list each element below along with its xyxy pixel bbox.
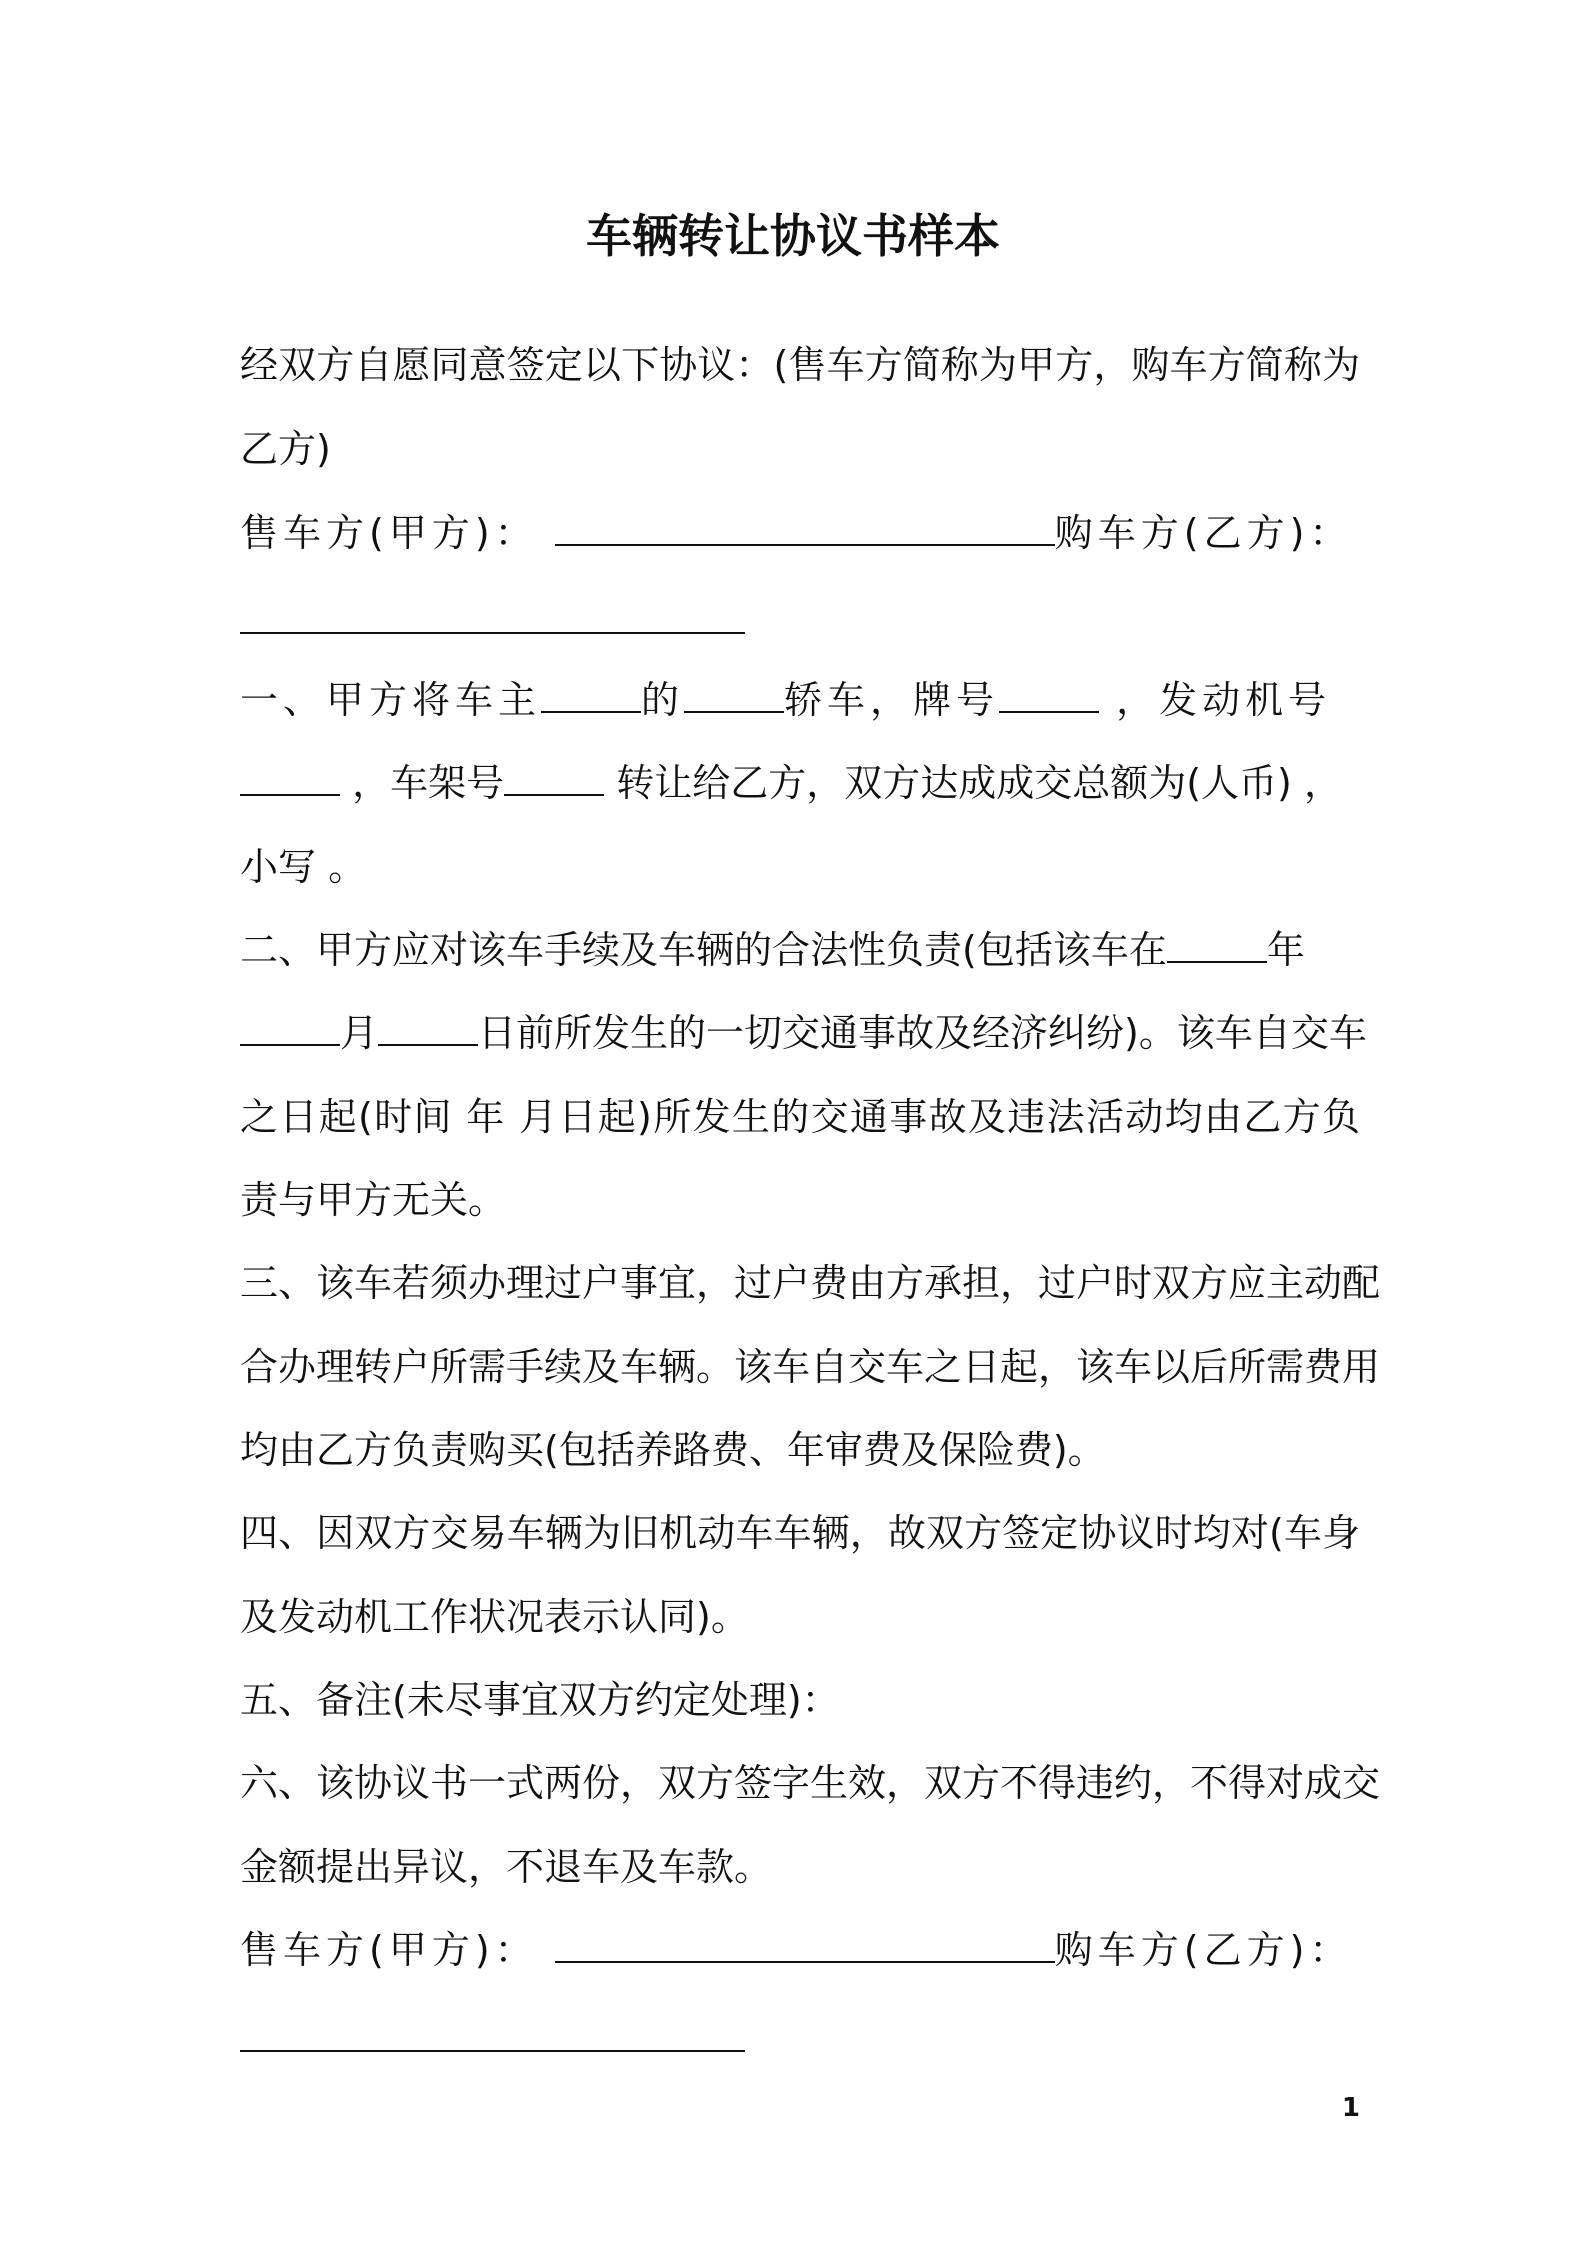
clause1-text-f: 转让给乙方，双方达成成交总额为(人币): [616, 761, 1292, 805]
buyer-label-bottom: 购车方(乙方)：: [1054, 1928, 1353, 1972]
page-number: 1: [1341, 2093, 1360, 2123]
clause2-line-3: 之日起(时间 年 月日起)所发生的交通事故及违法活动均由乙方负: [240, 1095, 1360, 1139]
clause4-line-1: 四、因双方交易车辆为旧机动车车辆，故双方签定协议时均对(车身: [240, 1511, 1360, 1555]
seller-signature-blank[interactable]: [555, 1927, 1055, 1963]
clause3-line-3: 均由乙方负责购买(包括养路费、年审费及保险费)。: [240, 1428, 1106, 1472]
plate-number-blank[interactable]: [999, 677, 1099, 713]
clause6-line-2: 金额提出异议，不退车及车款。: [240, 1845, 773, 1889]
seller-name-blank[interactable]: [555, 510, 1055, 546]
seller-label: 售车方(甲方)：: [240, 511, 538, 555]
parties-bottom: [240, 1925, 1360, 1975]
clause1-line-1: [240, 675, 1360, 725]
car-model-blank[interactable]: [684, 677, 784, 713]
document-title: 车辆转让协议书样本: [586, 209, 1000, 263]
clause4-line-2: 及发动机工作状况表示认同)。: [240, 1595, 749, 1639]
clause5-line-1: 五、备注(未尽事宜双方约定处理)：: [240, 1678, 840, 1722]
intro-line-2: 乙方): [240, 427, 331, 471]
parties-top: [240, 508, 1360, 558]
clause2-text-b: 年: [1266, 928, 1305, 972]
clause1-text-e: ，车架号: [352, 761, 505, 805]
month-blank[interactable]: [240, 1010, 340, 1046]
clause2-text-d: 日前所发生的一切交通事故及经济纠纷)。该车自交车: [478, 1011, 1367, 1055]
year-blank[interactable]: [1167, 927, 1267, 963]
clause2-text-a: 二、甲方应对该车手续及车辆的合法性负责(包括该车在: [240, 928, 1167, 972]
owner-blank[interactable]: [541, 677, 641, 713]
clause1-text-d: ，发动机号: [1116, 678, 1332, 722]
clause3-line-1: 三、该车若须办理过户事宜，过户费由方承担，过户时双方应主动配: [240, 1261, 1381, 1305]
clause2-line-1: [240, 925, 1360, 975]
buyer-label: 购车方(乙方)：: [1054, 511, 1353, 555]
clause1-text-a: 一、甲方将车主: [240, 678, 542, 722]
clause1-line-2: [240, 758, 1360, 808]
clause1-text-c: 轿车，牌号: [784, 678, 1000, 722]
clause1-line-3: 小写 。: [240, 845, 367, 889]
clause2-line-2: [240, 1008, 1367, 1058]
seller-label-bottom: 售车方(甲方)：: [240, 1928, 538, 1972]
engine-number-blank[interactable]: [240, 760, 340, 796]
buyer-name-blank[interactable]: [240, 632, 745, 634]
day-blank[interactable]: [378, 1010, 478, 1046]
buyer-signature-blank[interactable]: [240, 2050, 745, 2052]
clause1-text-g: ，: [1303, 761, 1342, 805]
clause1-text-b: 的: [641, 678, 685, 722]
clause2-text-c: 月: [340, 1011, 379, 1055]
chassis-number-blank[interactable]: [504, 760, 604, 796]
intro-line-1: 经双方自愿同意签定以下协议：(售车方简称为甲方，购车方简称为: [240, 343, 1360, 387]
clause6-line-1: 六、该协议书一式两份，双方签字生效，双方不得违约，不得对成交: [240, 1761, 1381, 1805]
clause3-line-2: 合办理转户所需手续及车辆。该车自交车之日起，该车以后所需费用: [240, 1345, 1381, 1389]
clause2-line-4: 责与甲方无关。: [240, 1178, 507, 1222]
